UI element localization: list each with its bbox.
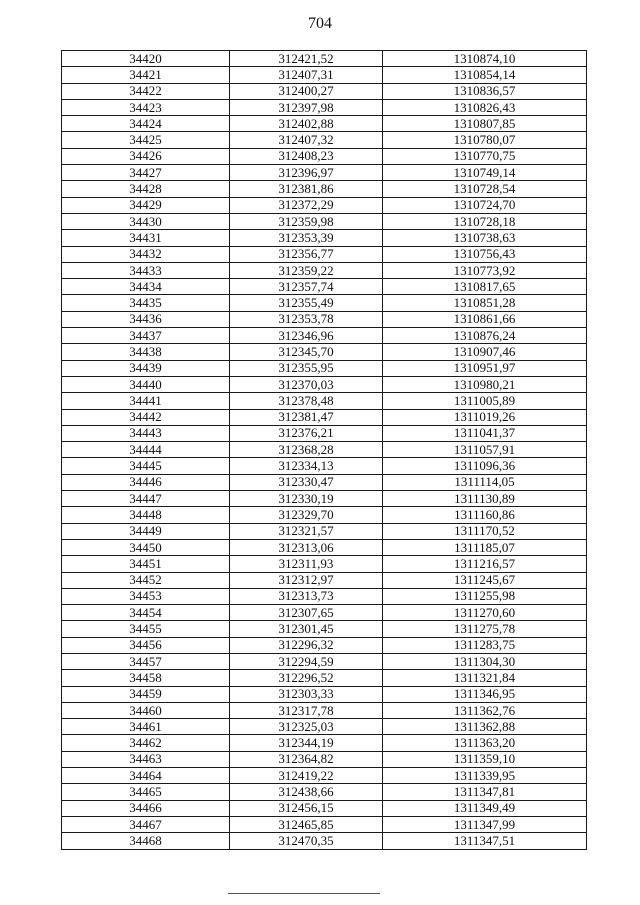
table-row — [62, 116, 587, 132]
x-coordinate-cell: 312344,19 — [230, 735, 383, 751]
point-number-cell: 34467 — [62, 816, 230, 832]
point-number-cell: 34459 — [62, 686, 230, 702]
point-number-cell: 34461 — [62, 719, 230, 735]
coordinates-table-body — [62, 51, 587, 850]
x-coordinate-cell: 312456,15 — [230, 800, 383, 816]
point-number-cell: 34466 — [62, 800, 230, 816]
y-coordinate-cell: 1310770,75 — [383, 148, 587, 164]
y-coordinate-cell: 1310876,24 — [383, 328, 587, 344]
point-number-cell: 34462 — [62, 735, 230, 751]
x-coordinate-cell: 312359,22 — [230, 262, 383, 278]
point-number-cell: 34422 — [62, 83, 230, 99]
y-coordinate-cell: 1310851,28 — [383, 295, 587, 311]
x-coordinate-cell: 312296,32 — [230, 637, 383, 653]
x-coordinate-cell: 312381,86 — [230, 181, 383, 197]
point-number-cell: 34428 — [62, 181, 230, 197]
point-number-cell: 34451 — [62, 556, 230, 572]
x-coordinate-cell: 312329,70 — [230, 507, 383, 523]
table-row — [62, 800, 587, 816]
point-number-cell: 34425 — [62, 132, 230, 148]
point-number-cell: 34452 — [62, 572, 230, 588]
y-coordinate-cell: 1311304,30 — [383, 653, 587, 669]
table-row — [62, 279, 587, 295]
x-coordinate-cell: 312313,73 — [230, 588, 383, 604]
table-row — [62, 556, 587, 572]
table-row — [62, 507, 587, 523]
table-row — [62, 653, 587, 669]
point-number-cell: 34444 — [62, 442, 230, 458]
point-number-cell: 34460 — [62, 702, 230, 718]
x-coordinate-cell: 312381,47 — [230, 409, 383, 425]
x-coordinate-cell: 312407,31 — [230, 67, 383, 83]
point-number-cell: 34438 — [62, 344, 230, 360]
x-coordinate-cell: 312470,35 — [230, 833, 383, 849]
coordinates-table — [61, 50, 587, 850]
table-row — [62, 637, 587, 653]
y-coordinate-cell: 1310854,14 — [383, 67, 587, 83]
y-coordinate-cell: 1311347,99 — [383, 816, 587, 832]
table-row — [62, 246, 587, 262]
y-coordinate-cell: 1311005,89 — [383, 393, 587, 409]
table-row — [62, 702, 587, 718]
point-number-cell: 34445 — [62, 458, 230, 474]
x-coordinate-cell: 312400,27 — [230, 83, 383, 99]
table-row — [62, 165, 587, 181]
table-row — [62, 409, 587, 425]
y-coordinate-cell: 1311245,67 — [383, 572, 587, 588]
point-number-cell: 34449 — [62, 523, 230, 539]
y-coordinate-cell: 1310780,07 — [383, 132, 587, 148]
y-coordinate-cell: 1310817,65 — [383, 279, 587, 295]
table-row — [62, 295, 587, 311]
table-row — [62, 148, 587, 164]
y-coordinate-cell: 1310907,46 — [383, 344, 587, 360]
x-coordinate-cell: 312353,39 — [230, 230, 383, 246]
x-coordinate-cell: 312408,23 — [230, 148, 383, 164]
y-coordinate-cell: 1311057,91 — [383, 442, 587, 458]
point-number-cell: 34436 — [62, 311, 230, 327]
table-row — [62, 132, 587, 148]
scan-edge-line — [228, 893, 380, 894]
x-coordinate-cell: 312396,97 — [230, 165, 383, 181]
point-number-cell: 34421 — [62, 67, 230, 83]
x-coordinate-cell: 312397,98 — [230, 99, 383, 115]
table-row — [62, 523, 587, 539]
y-coordinate-cell: 1311346,95 — [383, 686, 587, 702]
table-row — [62, 572, 587, 588]
y-coordinate-cell: 1310807,85 — [383, 116, 587, 132]
x-coordinate-cell: 312407,32 — [230, 132, 383, 148]
x-coordinate-cell: 312419,22 — [230, 768, 383, 784]
x-coordinate-cell: 312321,57 — [230, 523, 383, 539]
y-coordinate-cell: 1311270,60 — [383, 605, 587, 621]
point-number-cell: 34441 — [62, 393, 230, 409]
point-number-cell: 34468 — [62, 833, 230, 849]
table-row — [62, 458, 587, 474]
table-row — [62, 474, 587, 490]
y-coordinate-cell: 1311216,57 — [383, 556, 587, 572]
point-number-cell: 34456 — [62, 637, 230, 653]
table-row — [62, 670, 587, 686]
x-coordinate-cell: 312355,95 — [230, 360, 383, 376]
y-coordinate-cell: 1311041,37 — [383, 425, 587, 441]
x-coordinate-cell: 312296,52 — [230, 670, 383, 686]
y-coordinate-cell: 1311114,05 — [383, 474, 587, 490]
table-row — [62, 719, 587, 735]
table-row — [62, 99, 587, 115]
y-coordinate-cell: 1311160,86 — [383, 507, 587, 523]
point-number-cell: 34434 — [62, 279, 230, 295]
point-number-cell: 34427 — [62, 165, 230, 181]
y-coordinate-cell: 1311275,78 — [383, 621, 587, 637]
x-coordinate-cell: 312330,19 — [230, 491, 383, 507]
y-coordinate-cell: 1311349,49 — [383, 800, 587, 816]
point-number-cell: 34465 — [62, 784, 230, 800]
y-coordinate-cell: 1311359,10 — [383, 751, 587, 767]
table-row — [62, 686, 587, 702]
table-row — [62, 816, 587, 832]
point-number-cell: 34423 — [62, 99, 230, 115]
point-number-cell: 34464 — [62, 768, 230, 784]
table-row — [62, 197, 587, 213]
point-number-cell: 34447 — [62, 491, 230, 507]
x-coordinate-cell: 312294,59 — [230, 653, 383, 669]
point-number-cell: 34455 — [62, 621, 230, 637]
x-coordinate-cell: 312307,65 — [230, 605, 383, 621]
table-row — [62, 833, 587, 849]
table-row — [62, 311, 587, 327]
x-coordinate-cell: 312330,47 — [230, 474, 383, 490]
x-coordinate-cell: 312378,48 — [230, 393, 383, 409]
point-number-cell: 34454 — [62, 605, 230, 621]
table-row — [62, 621, 587, 637]
point-number-cell: 34463 — [62, 751, 230, 767]
point-number-cell: 34443 — [62, 425, 230, 441]
table-row — [62, 181, 587, 197]
y-coordinate-cell: 1310951,97 — [383, 360, 587, 376]
x-coordinate-cell: 312313,06 — [230, 539, 383, 555]
y-coordinate-cell: 1310826,43 — [383, 99, 587, 115]
y-coordinate-cell: 1311347,81 — [383, 784, 587, 800]
y-coordinate-cell: 1311362,76 — [383, 702, 587, 718]
table-row — [62, 751, 587, 767]
point-number-cell: 34426 — [62, 148, 230, 164]
table-row — [62, 83, 587, 99]
y-coordinate-cell: 1310738,63 — [383, 230, 587, 246]
x-coordinate-cell: 312465,85 — [230, 816, 383, 832]
table-row — [62, 425, 587, 441]
x-coordinate-cell: 312301,45 — [230, 621, 383, 637]
x-coordinate-cell: 312376,21 — [230, 425, 383, 441]
x-coordinate-cell: 312359,98 — [230, 213, 383, 229]
point-number-cell: 34442 — [62, 409, 230, 425]
x-coordinate-cell: 312346,96 — [230, 328, 383, 344]
table-row — [62, 768, 587, 784]
table-row — [62, 328, 587, 344]
x-coordinate-cell: 312355,49 — [230, 295, 383, 311]
x-coordinate-cell: 312311,93 — [230, 556, 383, 572]
y-coordinate-cell: 1311283,75 — [383, 637, 587, 653]
x-coordinate-cell: 312357,74 — [230, 279, 383, 295]
point-number-cell: 34424 — [62, 116, 230, 132]
table-row — [62, 491, 587, 507]
point-number-cell: 34435 — [62, 295, 230, 311]
y-coordinate-cell: 1310836,57 — [383, 83, 587, 99]
point-number-cell: 34429 — [62, 197, 230, 213]
x-coordinate-cell: 312353,78 — [230, 311, 383, 327]
point-number-cell: 34437 — [62, 328, 230, 344]
y-coordinate-cell: 1311363,20 — [383, 735, 587, 751]
x-coordinate-cell: 312438,66 — [230, 784, 383, 800]
point-number-cell: 34433 — [62, 262, 230, 278]
table-row — [62, 605, 587, 621]
point-number-cell: 34446 — [62, 474, 230, 490]
y-coordinate-cell: 1310749,14 — [383, 165, 587, 181]
point-number-cell: 34432 — [62, 246, 230, 262]
table-row — [62, 213, 587, 229]
point-number-cell: 34430 — [62, 213, 230, 229]
x-coordinate-cell: 312317,78 — [230, 702, 383, 718]
x-coordinate-cell: 312356,77 — [230, 246, 383, 262]
point-number-cell: 34457 — [62, 653, 230, 669]
y-coordinate-cell: 1310724,70 — [383, 197, 587, 213]
y-coordinate-cell: 1310874,10 — [383, 51, 587, 67]
x-coordinate-cell: 312312,97 — [230, 572, 383, 588]
table-row — [62, 67, 587, 83]
table-row — [62, 360, 587, 376]
y-coordinate-cell: 1310980,21 — [383, 376, 587, 392]
y-coordinate-cell: 1311170,52 — [383, 523, 587, 539]
point-number-cell: 34439 — [62, 360, 230, 376]
y-coordinate-cell: 1311185,07 — [383, 539, 587, 555]
y-coordinate-cell: 1311339,95 — [383, 768, 587, 784]
table-row — [62, 588, 587, 604]
y-coordinate-cell: 1311255,98 — [383, 588, 587, 604]
table-row — [62, 344, 587, 360]
x-coordinate-cell: 312303,33 — [230, 686, 383, 702]
table-row — [62, 442, 587, 458]
y-coordinate-cell: 1310728,54 — [383, 181, 587, 197]
x-coordinate-cell: 312370,03 — [230, 376, 383, 392]
table-row — [62, 539, 587, 555]
table-row — [62, 230, 587, 246]
y-coordinate-cell: 1310861,66 — [383, 311, 587, 327]
x-coordinate-cell: 312368,28 — [230, 442, 383, 458]
table-row — [62, 376, 587, 392]
y-coordinate-cell: 1311019,26 — [383, 409, 587, 425]
x-coordinate-cell: 312345,70 — [230, 344, 383, 360]
point-number-cell: 34450 — [62, 539, 230, 555]
table-row — [62, 784, 587, 800]
x-coordinate-cell: 312402,88 — [230, 116, 383, 132]
table-row — [62, 262, 587, 278]
y-coordinate-cell: 1311362,88 — [383, 719, 587, 735]
table-row — [62, 393, 587, 409]
y-coordinate-cell: 1310756,43 — [383, 246, 587, 262]
y-coordinate-cell: 1310773,92 — [383, 262, 587, 278]
x-coordinate-cell: 312364,82 — [230, 751, 383, 767]
x-coordinate-cell: 312334,13 — [230, 458, 383, 474]
table-row — [62, 51, 587, 67]
y-coordinate-cell: 1311321,84 — [383, 670, 587, 686]
x-coordinate-cell: 312421,52 — [230, 51, 383, 67]
y-coordinate-cell: 1310728,18 — [383, 213, 587, 229]
page-number: 704 — [308, 15, 332, 32]
point-number-cell: 34440 — [62, 376, 230, 392]
table-row — [62, 735, 587, 751]
x-coordinate-cell: 312325,03 — [230, 719, 383, 735]
y-coordinate-cell: 1311347,51 — [383, 833, 587, 849]
y-coordinate-cell: 1311096,36 — [383, 458, 587, 474]
y-coordinate-cell: 1311130,89 — [383, 491, 587, 507]
point-number-cell: 34431 — [62, 230, 230, 246]
point-number-cell: 34448 — [62, 507, 230, 523]
x-coordinate-cell: 312372,29 — [230, 197, 383, 213]
point-number-cell: 34458 — [62, 670, 230, 686]
point-number-cell: 34420 — [62, 51, 230, 67]
point-number-cell: 34453 — [62, 588, 230, 604]
